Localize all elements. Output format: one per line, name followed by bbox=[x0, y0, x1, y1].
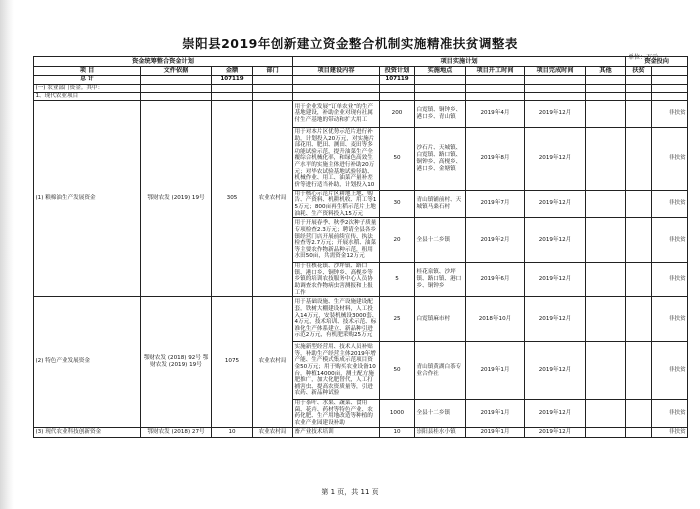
invest-plan: 50 bbox=[380, 127, 415, 190]
doc-basis: 鄂财农发 (2018) 92号 鄂财农发 (2019) 19号 bbox=[141, 297, 212, 427]
project-content: 用于开展春季、秋季2次种子质量专项检查2.3万元；聘请全县各乡镇经营门店开展前续宣传、执法检查等2.7万元；开展水稻、油菜等主要农作物新品种示范，租用水田50亩，共需资金12万元 bbox=[293, 218, 380, 263]
col-invest: 投资计划 bbox=[380, 67, 415, 76]
end-time: 2019年12月 bbox=[525, 218, 586, 263]
section-row bbox=[34, 92, 688, 100]
end-time: 2019年12月 bbox=[525, 100, 586, 127]
scan-shadow bbox=[0, 0, 14, 509]
end-time: 2019年12月 bbox=[525, 297, 586, 342]
end-time: 2019年12月 bbox=[525, 190, 586, 217]
col-dept: 部门 bbox=[253, 67, 293, 76]
direction: 非扶贫 bbox=[652, 100, 688, 127]
location: 青山镇铺前村、天城镇马桑石村 bbox=[415, 190, 466, 217]
col-poverty: 扶贫 bbox=[626, 67, 652, 76]
direction: 非扶贫 bbox=[652, 190, 688, 217]
fund-direction-header: 资金投向 bbox=[626, 57, 688, 67]
location: 全县十二乡镇 bbox=[415, 400, 466, 427]
end-time: 2019年12月 bbox=[525, 263, 586, 297]
section-row bbox=[34, 84, 688, 92]
end-time: 2019年12月 bbox=[525, 127, 586, 190]
col-location: 实施地点 bbox=[415, 67, 466, 76]
item-name: (3) 现代农业科技创新资金 bbox=[34, 427, 141, 437]
location: 白霓镇麻市村 bbox=[415, 297, 466, 342]
start-time: 2019年1月 bbox=[466, 342, 525, 400]
doc-basis: 鄂财农发 (2019) 19号 bbox=[141, 100, 212, 296]
start-time: 2019年7月 bbox=[466, 190, 525, 217]
invest-plan: 30 bbox=[380, 190, 415, 217]
project-content: 用于对本片区优势示范片进行补助，计划投入20万元，对实施片部花用、肥田、测田、麦田等多功能试验示范，提升油菜生产全覆综合机械化率，和绿色高效生产水平的实施主体进行补助20万元；对毕农试验基地试验径助、机械作业、用工、油菜产量补差价等进行适当补助，计划投入10 bbox=[293, 127, 380, 190]
amount: 1075 bbox=[212, 297, 253, 427]
department: 农业农村局 bbox=[253, 100, 293, 296]
page-footer: 第 1 页，共 11 页 bbox=[321, 488, 379, 496]
col-other: 其他 bbox=[586, 67, 626, 76]
total-label: 总 计 bbox=[34, 75, 141, 84]
unit-label: 单位：万元 bbox=[627, 54, 658, 61]
direction: 非扶贫 bbox=[652, 127, 688, 190]
col-blank bbox=[652, 67, 688, 76]
section-1-label: (一) 农业部门资金。其中： bbox=[34, 84, 141, 92]
project-content: 实施新型经营用、技术人员补贴等，补助生产经营主体2019年增产能、生产模式集成示范项目资金50万元；用于购买农业设备10台，种植14000亩，测土配方施肥推广，加大化肥替代，人工打捕害虫、提高农资质量等，引进农药、新品种试验 bbox=[293, 342, 380, 400]
location: 全县十二乡镇 bbox=[415, 218, 466, 263]
item-name: (1) 粮棉油生产发展资金 bbox=[34, 100, 141, 296]
location: 青山镇黄湖白茶专业合作社 bbox=[415, 342, 466, 400]
direction: 非扶贫 bbox=[652, 427, 688, 437]
project-content: 用于基础设施、生产设施建设配套，铁树大棚建设材料，人工投入14万元，安装机械设3000套、4万元，技术培训、技术示范、标准化生产体系建立、新品种引进示范2万元，有机肥采购25万元 bbox=[293, 297, 380, 342]
project-content: 用于核心示范片区耕地上地、购告、产资料、机耕机收、用工等15万元；800亩再生稻示范片上地油耗、生产资料投入15万元 bbox=[293, 190, 380, 217]
direction: 非扶贫 bbox=[652, 342, 688, 400]
direction: 非扶贫 bbox=[652, 400, 688, 427]
section-1-1-label: 1、现代农业项目 bbox=[34, 92, 141, 100]
col-item: 项 目 bbox=[34, 67, 141, 76]
amount: 10 bbox=[212, 427, 253, 437]
header-row-group bbox=[34, 57, 688, 67]
start-time: 2019年1月 bbox=[466, 427, 525, 437]
end-time: 2019年12月 bbox=[525, 427, 586, 437]
amount: 305 bbox=[212, 100, 253, 296]
table-row bbox=[34, 427, 688, 437]
direction: 非扶贫 bbox=[652, 218, 688, 263]
project-content: 畜产业技术培训 bbox=[293, 427, 380, 437]
start-time: 2019年4月 bbox=[466, 100, 525, 127]
direction: 非扶贫 bbox=[652, 263, 688, 297]
location: 沙石片、天城镇、白霓镇、路口镇、铜钟乡、高枧乡、港口乡、金塘镇 bbox=[415, 127, 466, 190]
start-time: 2019年2月 bbox=[466, 218, 525, 263]
end-time: 2019年12月 bbox=[525, 342, 586, 400]
fund-plan-header: 资金统筹整合资金计划 bbox=[34, 57, 293, 67]
department: 农业农村局 bbox=[253, 427, 293, 437]
project-content: 用于茶叶、水果、蔬菜、食用菌、花卉、药材等特色产业、农药化肥、生产用地改造等种植的农业产业园建设补助 bbox=[293, 400, 380, 427]
invest-plan: 25 bbox=[380, 297, 415, 342]
project-plan-header: 项目实施计划 bbox=[293, 57, 626, 67]
invest-plan: 20 bbox=[380, 218, 415, 263]
doc-basis: 鄂财农发 (2018) 27号 bbox=[141, 427, 212, 437]
invest-plan: 5 bbox=[380, 263, 415, 297]
table-row bbox=[34, 100, 688, 127]
start-time: 2019年8月 bbox=[466, 127, 525, 190]
total-row bbox=[34, 75, 688, 84]
item-name: (2) 特色产业发展资金 bbox=[34, 297, 141, 427]
col-end: 项目完成时间 bbox=[525, 67, 586, 76]
adjustment-table bbox=[33, 56, 688, 438]
invest-plan: 50 bbox=[380, 342, 415, 400]
col-doc: 文件依据 bbox=[141, 67, 212, 76]
location: 崇阳县桂水小镇 bbox=[415, 427, 466, 437]
start-time: 2019年6月 bbox=[466, 263, 525, 297]
col-content: 项目建设内容 bbox=[293, 67, 380, 76]
start-time: 2019年1月 bbox=[466, 400, 525, 427]
project-content: 用于企业发展“订单农业”的生产基地建设，补助企业对现有社属付生产基地的带动和扩大用工 bbox=[293, 100, 380, 127]
project-content: 用于在核花镇、沙坪镇、路口镇、港口乡、铜钟乡、高枧乡等乡镇的培训农技服务中心人员协助调查农作物病虫害测报和上报工作 bbox=[293, 263, 380, 297]
department: 农业农村局 bbox=[253, 297, 293, 427]
table-row bbox=[34, 297, 688, 342]
end-time: 2019年12月 bbox=[525, 400, 586, 427]
direction: 非扶贫 bbox=[652, 297, 688, 342]
header-row-columns bbox=[34, 67, 688, 76]
location: 白霓镇、铜钟乡、港口乡、青山镇 bbox=[415, 100, 466, 127]
invest-plan: 1000 bbox=[380, 400, 415, 427]
invest-plan: 10 bbox=[380, 427, 415, 437]
total-invest: 107119 bbox=[380, 75, 415, 84]
location: 桂花泉镇、沙坪镇、路口镇、港口乡、铜钟乡 bbox=[415, 263, 466, 297]
total-amount: 107119 bbox=[212, 75, 253, 84]
start-time: 2018年10月 bbox=[466, 297, 525, 342]
col-amount: 金额 bbox=[212, 67, 253, 76]
invest-plan: 200 bbox=[380, 100, 415, 127]
col-start: 项目开工时间 bbox=[466, 67, 525, 76]
document-title: 崇阳县2019年创新建立资金整合机制实施精准扶贫调整表 bbox=[182, 36, 518, 51]
